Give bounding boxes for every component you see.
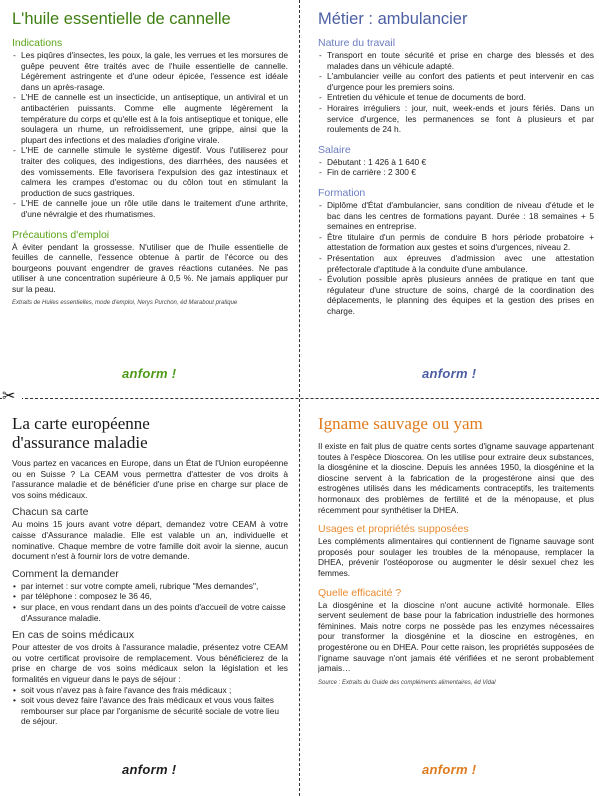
card-title-line-1: La carte européenne — [12, 414, 150, 433]
list-item: - L'HE de cannelle est un insecticide, un antiseptique, un antiviral et un antibactérien puissants. Comme elle augmente légèrement la température du corps et qu'elle est à la fois antiseptique et tonique, elle soulagera un rhume, un refroidissement, une grippe, ainsi que la plupart des infections et des maladies d'origine virale. — [12, 92, 288, 145]
card-cinnamon-oil — [12, 8, 288, 388]
section-heading-soins: En cas de soins médicaux — [12, 629, 134, 642]
brand-logo: anform ! — [122, 366, 177, 381]
list-item: • soit vous devez faire l'avance des frais médicaux et vous vous faites rembourser sur place par l'organisme de sécurité sociale de votre lieu de séjour. — [12, 695, 288, 727]
horizontal-cut-line — [0, 398, 599, 399]
list-item: - Les piqûres d'insectes, les poux, la gale, les verrues et les morsures de guêpe peuvent être traités avec de l'huile essentielle de cannelle. Légèrement astringente et d'une odeur épicée, l'essence est idéale dans un après-rasage. — [12, 50, 288, 92]
efficacite-text: La diosgénine et la dioscine n'ont aucune activité hormonale. Elles servent seulement de base pour la fabrication industrielle des hormones féminines. Mais notre corps ne possède pas les enzymes nécessaires pour transformer la diosgénine et la dioscine en estrogènes, en progestérone ou en DHEA. Pour cette raison, les propriétés supposées de l'igname sauvage n'ont jamais été vérifiées et ne seront probablement jamais… — [318, 599, 594, 674]
indications-list — [12, 50, 288, 220]
chacun-text: Au moins 15 jours avant votre départ, demandez votre CEAM à votre caisse d'Assurance maladie. Elle est valable un an, individuelle et nominative. Chaque membre de votre famille doit avoir la sienne, aucun document n'est à fournir lors de votre demande. — [12, 519, 288, 562]
brand-logo: anform ! — [422, 366, 477, 381]
section-heading-chacun: Chacun sa carte — [12, 506, 89, 519]
intro-text: Il existe en fait plus de quatre cents sortes d'igname sauvage appartenant toutes à l'espèce Dioscorea. On les utilise pour extraire deux substances, la diosgénine et la dioscine. Depuis les années 1950, la diosgénine et la dioscine servent à la fabrication de la progestérone ainsi que des estrogènes utilisés dans les médicaments contraceptifs, les traitements hormonaux des problèmes de fertilité et de la ménopause, et plus récemment pour synthétiser la DHEA. — [318, 441, 594, 515]
soins-text: Pour attester de vos droits à l'assurance maladie, présentez votre CEAM ou votre certificat provisoire de remplacement. Vous bénéficierez de la prise en charge de vos soins médicaux selon la législation et les formalités en vigueur dans le pays de séjour : — [12, 642, 288, 684]
card-title: L'huile essentielle de cannelle — [12, 10, 231, 28]
list-item: • par internet : sur votre compte ameli, rubrique "Mes demandes", — [12, 581, 288, 592]
precautions-text: À éviter pendant la grossesse. N'utiliser que de l'huile essentielle de feuilles de cannelle, l'essence obtenue à partir de l'écorce ou des bourgeons pouvant engendrer de graves réactions cutanées. Ne pas utiliser à une concentration supérieure à 0,5 %. Ne jamais appliquer pur sur la peau. — [12, 241, 288, 294]
section-heading-nature: Nature du travail — [318, 37, 396, 49]
card-wild-yam — [318, 412, 594, 792]
list-item: - Diplôme d'État d'ambulancier, sans condition de niveau d'étude et le bac dans les centres de formations payant. Durée : 18 semaines + 5 semaines en entreprise. — [318, 200, 594, 232]
card-ambulance-job — [318, 8, 594, 388]
source-note: Source : Extraits du Guide des compléments alimentaires, éd Vidal — [318, 679, 496, 686]
salaire-list — [318, 157, 594, 178]
section-heading-indications: Indications — [12, 37, 63, 49]
list-item: - L'HE de cannelle stimule le système digestif. Vous l'utiliserez pour traiter des coliques, des indigestions, des diarrhées, des nausées et des vomissements. Elle favorisera l'expulsion des gaz intestinaux et calmera les crampes d'estomac ou du côlon tout en stimulant la production de sucs gastriques. — [12, 145, 288, 198]
usages-text: Les compléments alimentaires qui contiennent de l'igname sauvage sont proposés pour soulager les troubles de la ménopause, remplacer la DHEA, prévenir l'ostéoporose ou augmenter le désir sexuel chez les femmes. — [318, 536, 594, 578]
card-european-health-card — [12, 412, 288, 792]
section-heading-precautions: Précautions d'emploi — [12, 228, 110, 241]
comment-list — [12, 581, 288, 623]
card-title-line-2: d'assurance maladie — [12, 433, 148, 452]
section-heading-formation: Formation — [318, 186, 366, 199]
list-item: • soit vous n'avez pas à faire l'avance des frais médicaux ; — [12, 685, 288, 696]
list-item: - Transport en toute sécurité et prise en charge des blessés et des malades dans un véhicule adapté. — [318, 50, 594, 71]
nature-list — [318, 50, 594, 135]
card-title: Métier : ambulancier — [318, 10, 468, 28]
source-note: Extraits de Huiles essentielles, mode d'emploi, Nerys Purchon, éd Marabout pratique — [12, 300, 238, 307]
card-title — [12, 414, 288, 452]
list-item: - Débutant : 1 426 à 1 640 € — [318, 157, 594, 168]
brand-logo: anform ! — [122, 762, 177, 777]
list-item: • par téléphone : composez le 36 46, — [12, 591, 288, 602]
list-item: • sur place, en vous rendant dans un des points d'accueil de votre caisse d'Assurance maladie. — [12, 602, 288, 623]
formation-list — [318, 200, 594, 317]
intro-text: Vous partez en vacances en Europe, dans un État de l'Union européenne ou en Suisse ? La CEAM vous permettra d'attester de vos droits à l'assurance maladie et de bénéficier d'une prise en charge sur place de vos soins médicaux. — [12, 458, 288, 500]
brand-logo: anform ! — [422, 762, 477, 777]
card-title: Igname sauvage ou yam — [318, 414, 483, 433]
section-heading-comment: Comment la demander — [12, 567, 119, 580]
section-heading-salaire: Salaire — [318, 143, 351, 156]
list-item: - L'ambulancier veille au confort des patients et peut intervenir en cas d'urgence pour les premiers soins. — [318, 71, 594, 92]
list-item: - Être titulaire d'un permis de conduire B hors période probatoire + attestation de formation aux gestes et soins d'urgences, niveau 2. — [318, 232, 594, 253]
section-heading-efficacite: Quelle efficacité ? — [318, 586, 402, 599]
list-item: - Entretien du véhicule et tenue de documents de bord. — [318, 92, 594, 103]
list-item: - Fin de carrière : 2 300 € — [318, 167, 594, 178]
scissors-icon: ✂ — [2, 387, 22, 407]
soins-list — [12, 685, 288, 727]
section-heading-usages: Usages et propriétés supposées — [318, 523, 469, 536]
list-item: - Présentation aux épreuves d'admission avec une attestation préfectorale d'aptitude à la conduite d'une ambulance. — [318, 253, 594, 274]
list-item: - Horaires irréguliers : jour, nuit, week-ends et jours fériés. Dans un service d'urgence, les permanences se font à plusieurs et par roulements de 24 h. — [318, 103, 594, 135]
list-item: - Évolution possible après plusieurs années de pratique en tant que régulateur d'une structure de soins, chargé de la coordination des déplacements, le planning des équipes et la gestion des prises en charge. — [318, 274, 594, 316]
list-item: - L'HE de cannelle joue un rôle utile dans le traitement d'une arthrite, d'une névralgie et des rhumatismes. — [12, 198, 288, 219]
